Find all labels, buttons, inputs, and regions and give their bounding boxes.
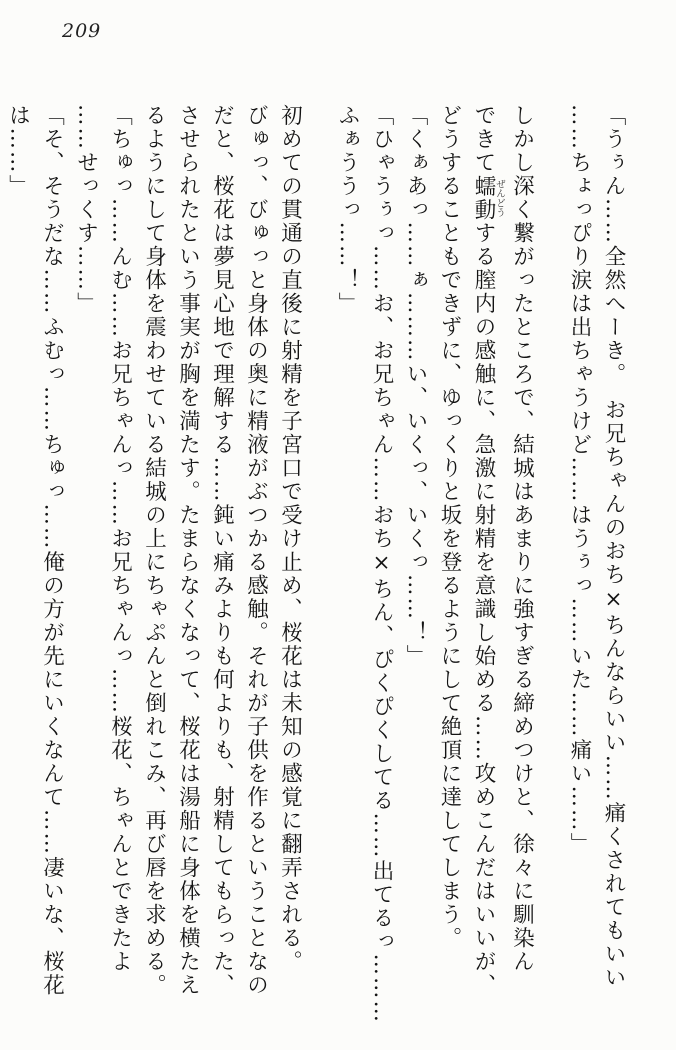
text-line: ……せっくす……」: [73, 104, 99, 316]
text-line: 「ちゅっ……んむ……お兄ちゃんっ……お兄ちゃんっ……桜花、ちゃんとできたよ: [107, 104, 133, 974]
text-line: びゅっ、びゅっと身体の奥に精液がぶつかる感触。それが子供を作るということなの: [243, 104, 269, 997]
text-line: 初めての貫通の直後に射精を子宮口で受け止め、桜花は未知の感覚に翻弄される。: [277, 104, 303, 974]
text-line: させられたという事実が胸を満たす。たまらなくなって、桜花は湯船に身体を横たえ: [175, 104, 201, 997]
text-line: ふぁううっ……！」: [335, 104, 360, 316]
page-number: 209: [62, 20, 102, 42]
text-line: は……」: [5, 104, 31, 198]
text-line: 「うぅん……全然へーき。 お兄ちゃんのおち×ちんならいい……痛くされてもいい: [601, 104, 626, 990]
text-block: [5, 104, 630, 1024]
text-line: だと、桜花は夢見心地で理解する……鈍い痛みよりも何よりも、射精してもらった、: [209, 104, 235, 997]
text-line: どうすることもできずに、ゆっくりと坂を登るようにして絶頂に達してしまう。: [437, 104, 462, 950]
text-line: できて蠕動ぜんどうする膣内の感触に、急激に射精を意識し始める……攻めこんだはいいが、: [471, 104, 505, 997]
text-line: 「ひゃうぅっ……お、お兄ちゃん……おち×ちん、ぴくぴくしてる……出てるっ………: [369, 104, 394, 1024]
text-line: ……ちょっぴり涙は出ちゃうけど……はうぅっ……いた……痛い……」: [567, 104, 592, 856]
text-line: 「そ、そうだな……ふむっ……ちゅっ……俺の方が先にいくなんて……凄いな、桜花: [39, 104, 65, 997]
ruby-annotated-word: 蠕動ぜんどう: [471, 174, 505, 222]
text-line: 「くぁあっ……ぁ………い、いくっ、いくっ……！」: [403, 104, 428, 668]
text-line: しかし深く繋がったところで、結城はあまりに強すぎる締めつけと、徐々に馴染ん: [509, 104, 535, 974]
text-line: るようにして身体を震わせている結城の上にちゃぷんと倒れこみ、再び唇を求める。: [141, 104, 167, 997]
